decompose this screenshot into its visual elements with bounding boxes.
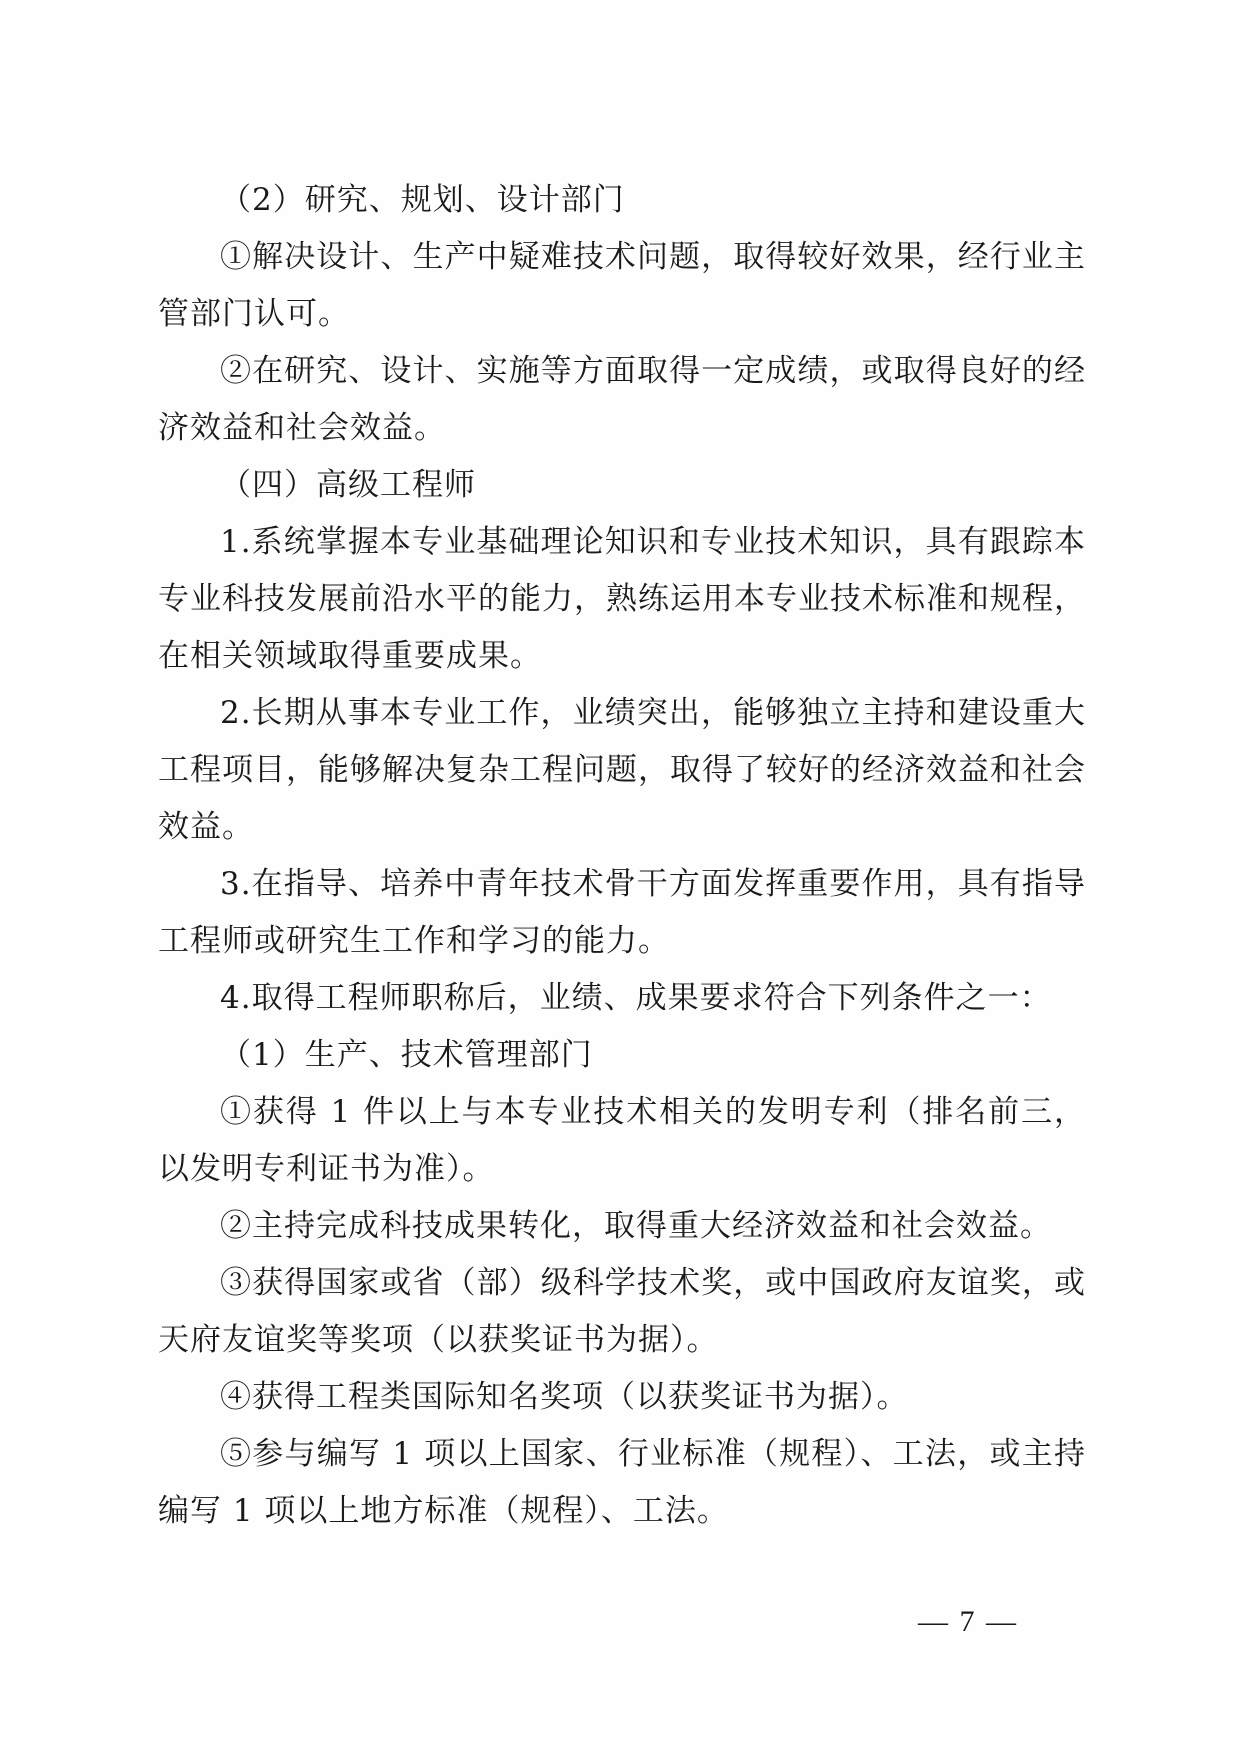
list-item: ④获得工程类国际知名奖项（以获奖证书为据）。 [220,1379,909,1415]
numbered-paragraph: 1.系统掌握本专业基础理论知识和专业技术知识，具有跟踪本专业科技发展前沿水平的能力，熟练运用本专业技术标准和规程，在相关领域取得重要成果。 [158,524,1086,674]
numbered-paragraph: 4.取得工程师职称后，业绩、成果要求符合下列条件之一： [220,980,1052,1016]
section-heading-production-management: （1）生产、技术管理部门 [220,1037,593,1073]
document-body [158,172,1086,1540]
list-item: ①获得 1 件以上与本专业技术相关的发明专利（排名前三，以发明专利证书为准）。 [158,1094,1086,1187]
section-heading-research-design: （2）研究、规划、设计部门 [220,182,625,218]
numbered-paragraph: 3.在指导、培养中青年技术骨干方面发挥重要作用，具有指导工程师或研究生工作和学习的能力。 [158,866,1086,959]
list-item: ②主持完成科技成果转化，取得重大经济效益和社会效益。 [220,1208,1052,1244]
page-number: — 7 — [918,1605,1018,1638]
list-item: ③获得国家或省（部）级科学技术奖，或中国政府友谊奖，或天府友谊奖等奖项（以获奖证书为据）。 [158,1265,1086,1358]
section-heading-senior-engineer: （四）高级工程师 [220,467,476,503]
list-item: ①解决设计、生产中疑难技术问题，取得较好效果，经行业主管部门认可。 [158,239,1086,332]
list-item: ②在研究、设计、实施等方面取得一定成绩，或取得良好的经济效益和社会效益。 [158,353,1086,446]
numbered-paragraph: 2.长期从事本专业工作，业绩突出，能够独立主持和建设重大工程项目，能够解决复杂工程问题，取得了较好的经济效益和社会效益。 [158,695,1086,845]
list-item: ⑤参与编写 1 项以上国家、行业标准（规程）、工法，或主持编写 1 项以上地方标准（规程）、工法。 [158,1436,1086,1529]
